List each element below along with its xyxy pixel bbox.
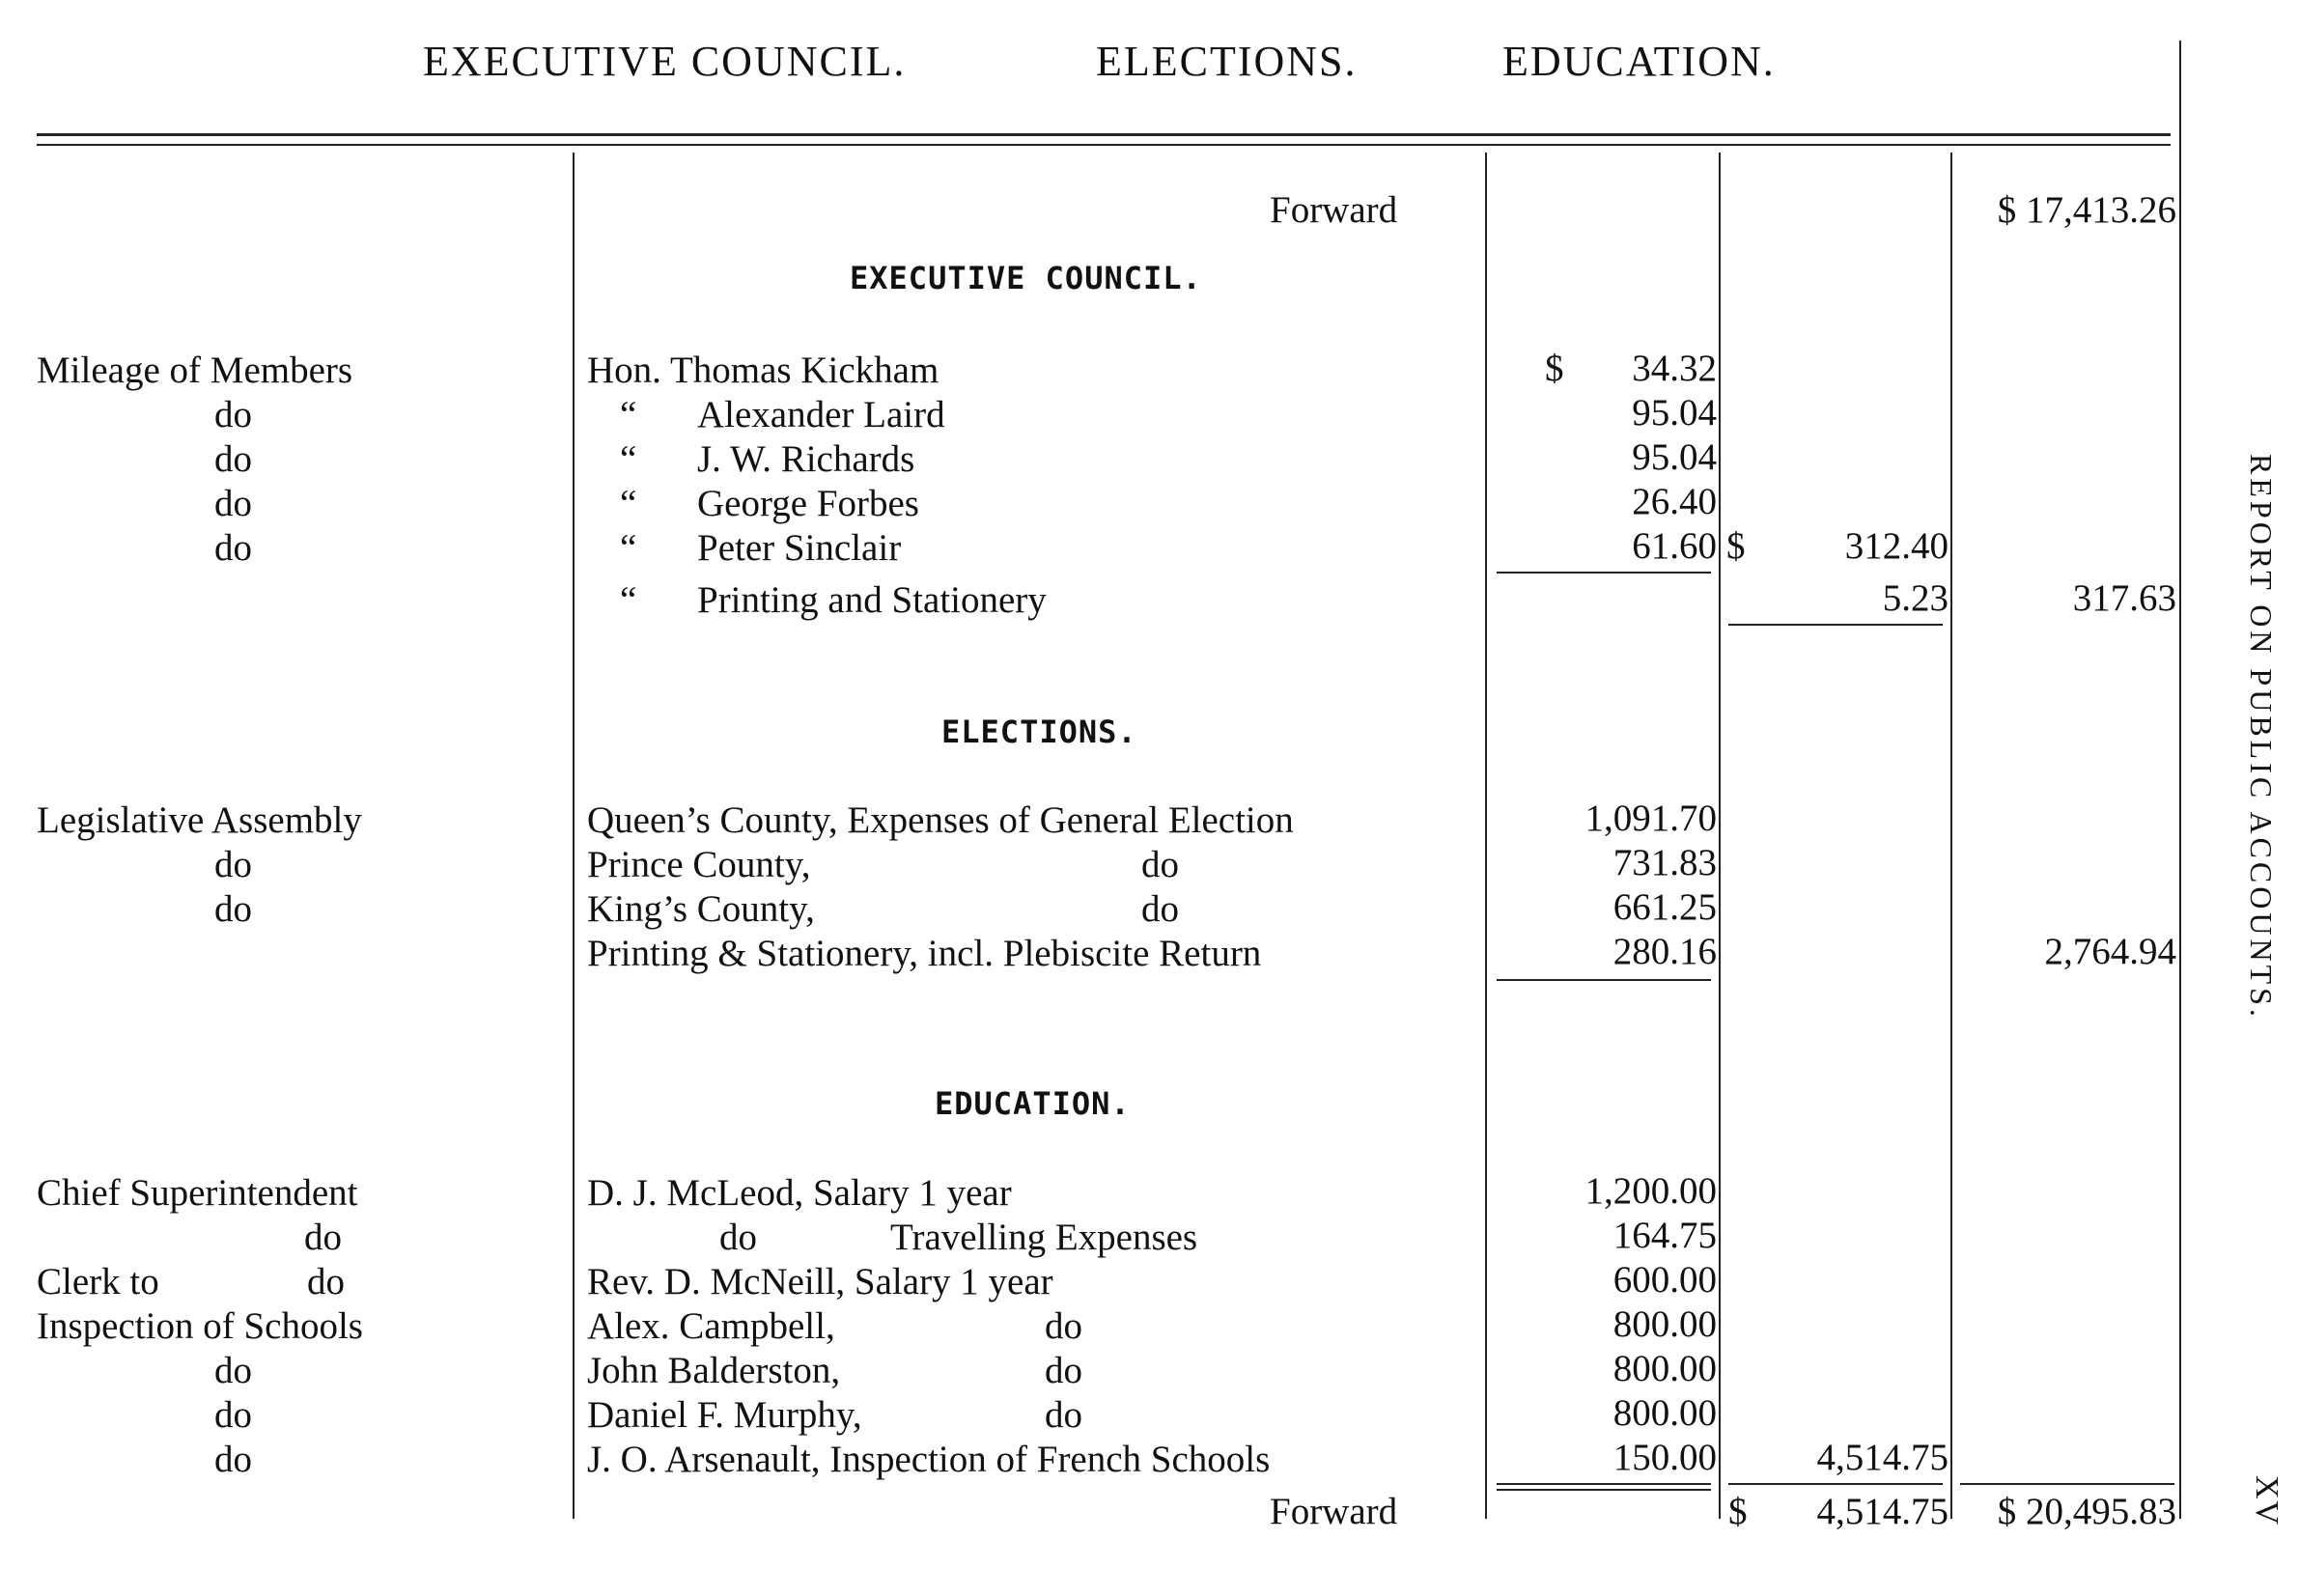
total-amount: 2,764.94 <box>2044 931 2176 972</box>
ditto-quote: “ <box>620 438 637 480</box>
item-description: Travelling Expenses <box>890 1217 1198 1258</box>
item-description: Peter Sinclair <box>697 527 902 569</box>
page-edge-rule <box>2179 41 2181 1519</box>
item-amount: 800.00 <box>1612 1303 1717 1345</box>
item-amount: 61.60 <box>1632 525 1717 567</box>
subtotal-amount: 4,514.75 <box>1816 1437 1949 1478</box>
category-ditto: do <box>214 527 252 569</box>
ditto-quote: “ <box>620 394 637 435</box>
item-amount: 26.40 <box>1632 481 1717 522</box>
item-amount: 731.83 <box>1612 842 1717 883</box>
category-ditto: do <box>214 394 252 435</box>
dollar-sign: $ <box>1728 1491 1748 1532</box>
header-rule-top <box>37 133 2171 136</box>
header-rule-bottom <box>37 144 2171 146</box>
category-ditto: do <box>214 844 252 885</box>
category-ditto: do <box>214 1439 252 1480</box>
item-amount: 800.00 <box>1612 1392 1717 1434</box>
dollar-sign: $ <box>1545 348 1564 389</box>
sum-rule <box>1728 624 1943 626</box>
item-description: Alexander Laird <box>697 394 945 435</box>
item-description: Hon. Thomas Kickham <box>587 350 939 391</box>
category-ditto: do <box>214 1394 252 1436</box>
category-label: Mileage of Members <box>37 350 353 391</box>
total-amount: 317.63 <box>2072 577 2176 619</box>
category-label: Inspection of Schools <box>37 1305 363 1347</box>
item-description: John Balderston, <box>587 1350 841 1391</box>
category-label: Clerk to <box>37 1261 159 1302</box>
ditto-mark: do <box>1045 1394 1082 1436</box>
category-label: Chief Superintendent <box>37 1172 358 1214</box>
item-amount: 1,200.00 <box>1584 1170 1717 1212</box>
item-amount: 800.00 <box>1612 1348 1717 1389</box>
category-ditto: do <box>307 1261 345 1302</box>
item-description: J. W. Richards <box>697 438 915 480</box>
item-description: George Forbes <box>697 483 919 524</box>
column-rule-subtotal <box>1719 153 1721 1519</box>
column-rule-desc <box>573 153 575 1519</box>
item-amount: 661.25 <box>1612 886 1717 928</box>
item-description: J. O. Arsenault, Inspection of French Schools <box>587 1439 1271 1480</box>
item-amount: 164.75 <box>1612 1215 1717 1256</box>
ditto-mark: do <box>1045 1305 1082 1347</box>
ditto-quote: “ <box>620 579 637 621</box>
category-ditto: do <box>214 1350 252 1391</box>
ditto-mark: do <box>1141 844 1179 885</box>
item-amount: 600.00 <box>1612 1259 1717 1301</box>
subtotal-amount: 5.23 <box>1882 577 1949 619</box>
subtotal-amount: 312.40 <box>1844 525 1949 567</box>
ditto-quote: “ <box>620 527 637 569</box>
item-amount: 150.00 <box>1612 1437 1717 1478</box>
sum-rule <box>1497 979 1711 981</box>
forward-subtotal-bottom: 4,514.75 <box>1816 1491 1949 1532</box>
ditto-mark: do <box>1045 1350 1082 1391</box>
sum-rule <box>1497 572 1711 574</box>
item-amount: 280.16 <box>1612 931 1717 972</box>
category-ditto: do <box>214 483 252 524</box>
item-description: Daniel F. Murphy, <box>587 1394 862 1436</box>
item-amount: 95.04 <box>1632 392 1717 434</box>
item-description: Printing and Stationery <box>697 579 1047 621</box>
forward-total-bottom: $ 20,495.83 <box>1997 1491 2176 1532</box>
header-executive-council: EXECUTIVE COUNCIL. <box>423 38 907 85</box>
forward-label-bottom: Forward <box>1270 1491 1398 1532</box>
ditto-quote: “ <box>620 483 637 524</box>
item-description: Queen’s County, Expenses of General Election <box>587 799 1294 841</box>
sum-rule <box>1960 1483 2174 1485</box>
item-amount: 34.32 <box>1632 348 1717 389</box>
item-description: Alex. Campbell, <box>587 1305 835 1347</box>
ditto-mark: do <box>719 1217 757 1258</box>
item-description: Printing & Stationery, incl. Plebiscite Return <box>587 933 1262 974</box>
forward-label-top: Forward <box>1270 189 1398 231</box>
sum-rule <box>1728 1483 1943 1485</box>
category-ditto: do <box>214 888 252 930</box>
category-ditto: do <box>304 1217 342 1258</box>
item-amount: 95.04 <box>1632 436 1717 478</box>
header-elections: ELECTIONS. <box>1096 38 1358 85</box>
section-title-education: EDUCATION. <box>935 1085 1131 1122</box>
column-rule-total <box>1950 153 1952 1519</box>
item-description: King’s County, <box>587 888 815 930</box>
section-title-elections: ELECTIONS. <box>941 714 1137 750</box>
category-ditto: do <box>214 438 252 480</box>
section-title-executive-council: EXECUTIVE COUNCIL. <box>850 260 1202 296</box>
page-number: XV <box>2249 1475 2285 1527</box>
item-description: Prince County, <box>587 844 811 885</box>
forward-total-top: $ 17,413.26 <box>1997 189 2176 231</box>
item-description: D. J. McLeod, Salary 1 year <box>587 1172 1012 1214</box>
ditto-mark: do <box>1141 888 1179 930</box>
item-description: Rev. D. McNeill, Salary 1 year <box>587 1261 1053 1302</box>
side-title: REPORT ON PUBLIC ACCOUNTS. <box>2244 454 2279 1021</box>
sum-rule-double <box>1497 1489 1711 1491</box>
sum-rule <box>1497 1483 1711 1485</box>
dollar-sign: $ <box>1726 525 1746 567</box>
header-education: EDUCATION. <box>1502 38 1776 85</box>
category-label: Legislative Assembly <box>37 799 362 841</box>
item-amount: 1,091.70 <box>1584 798 1717 839</box>
